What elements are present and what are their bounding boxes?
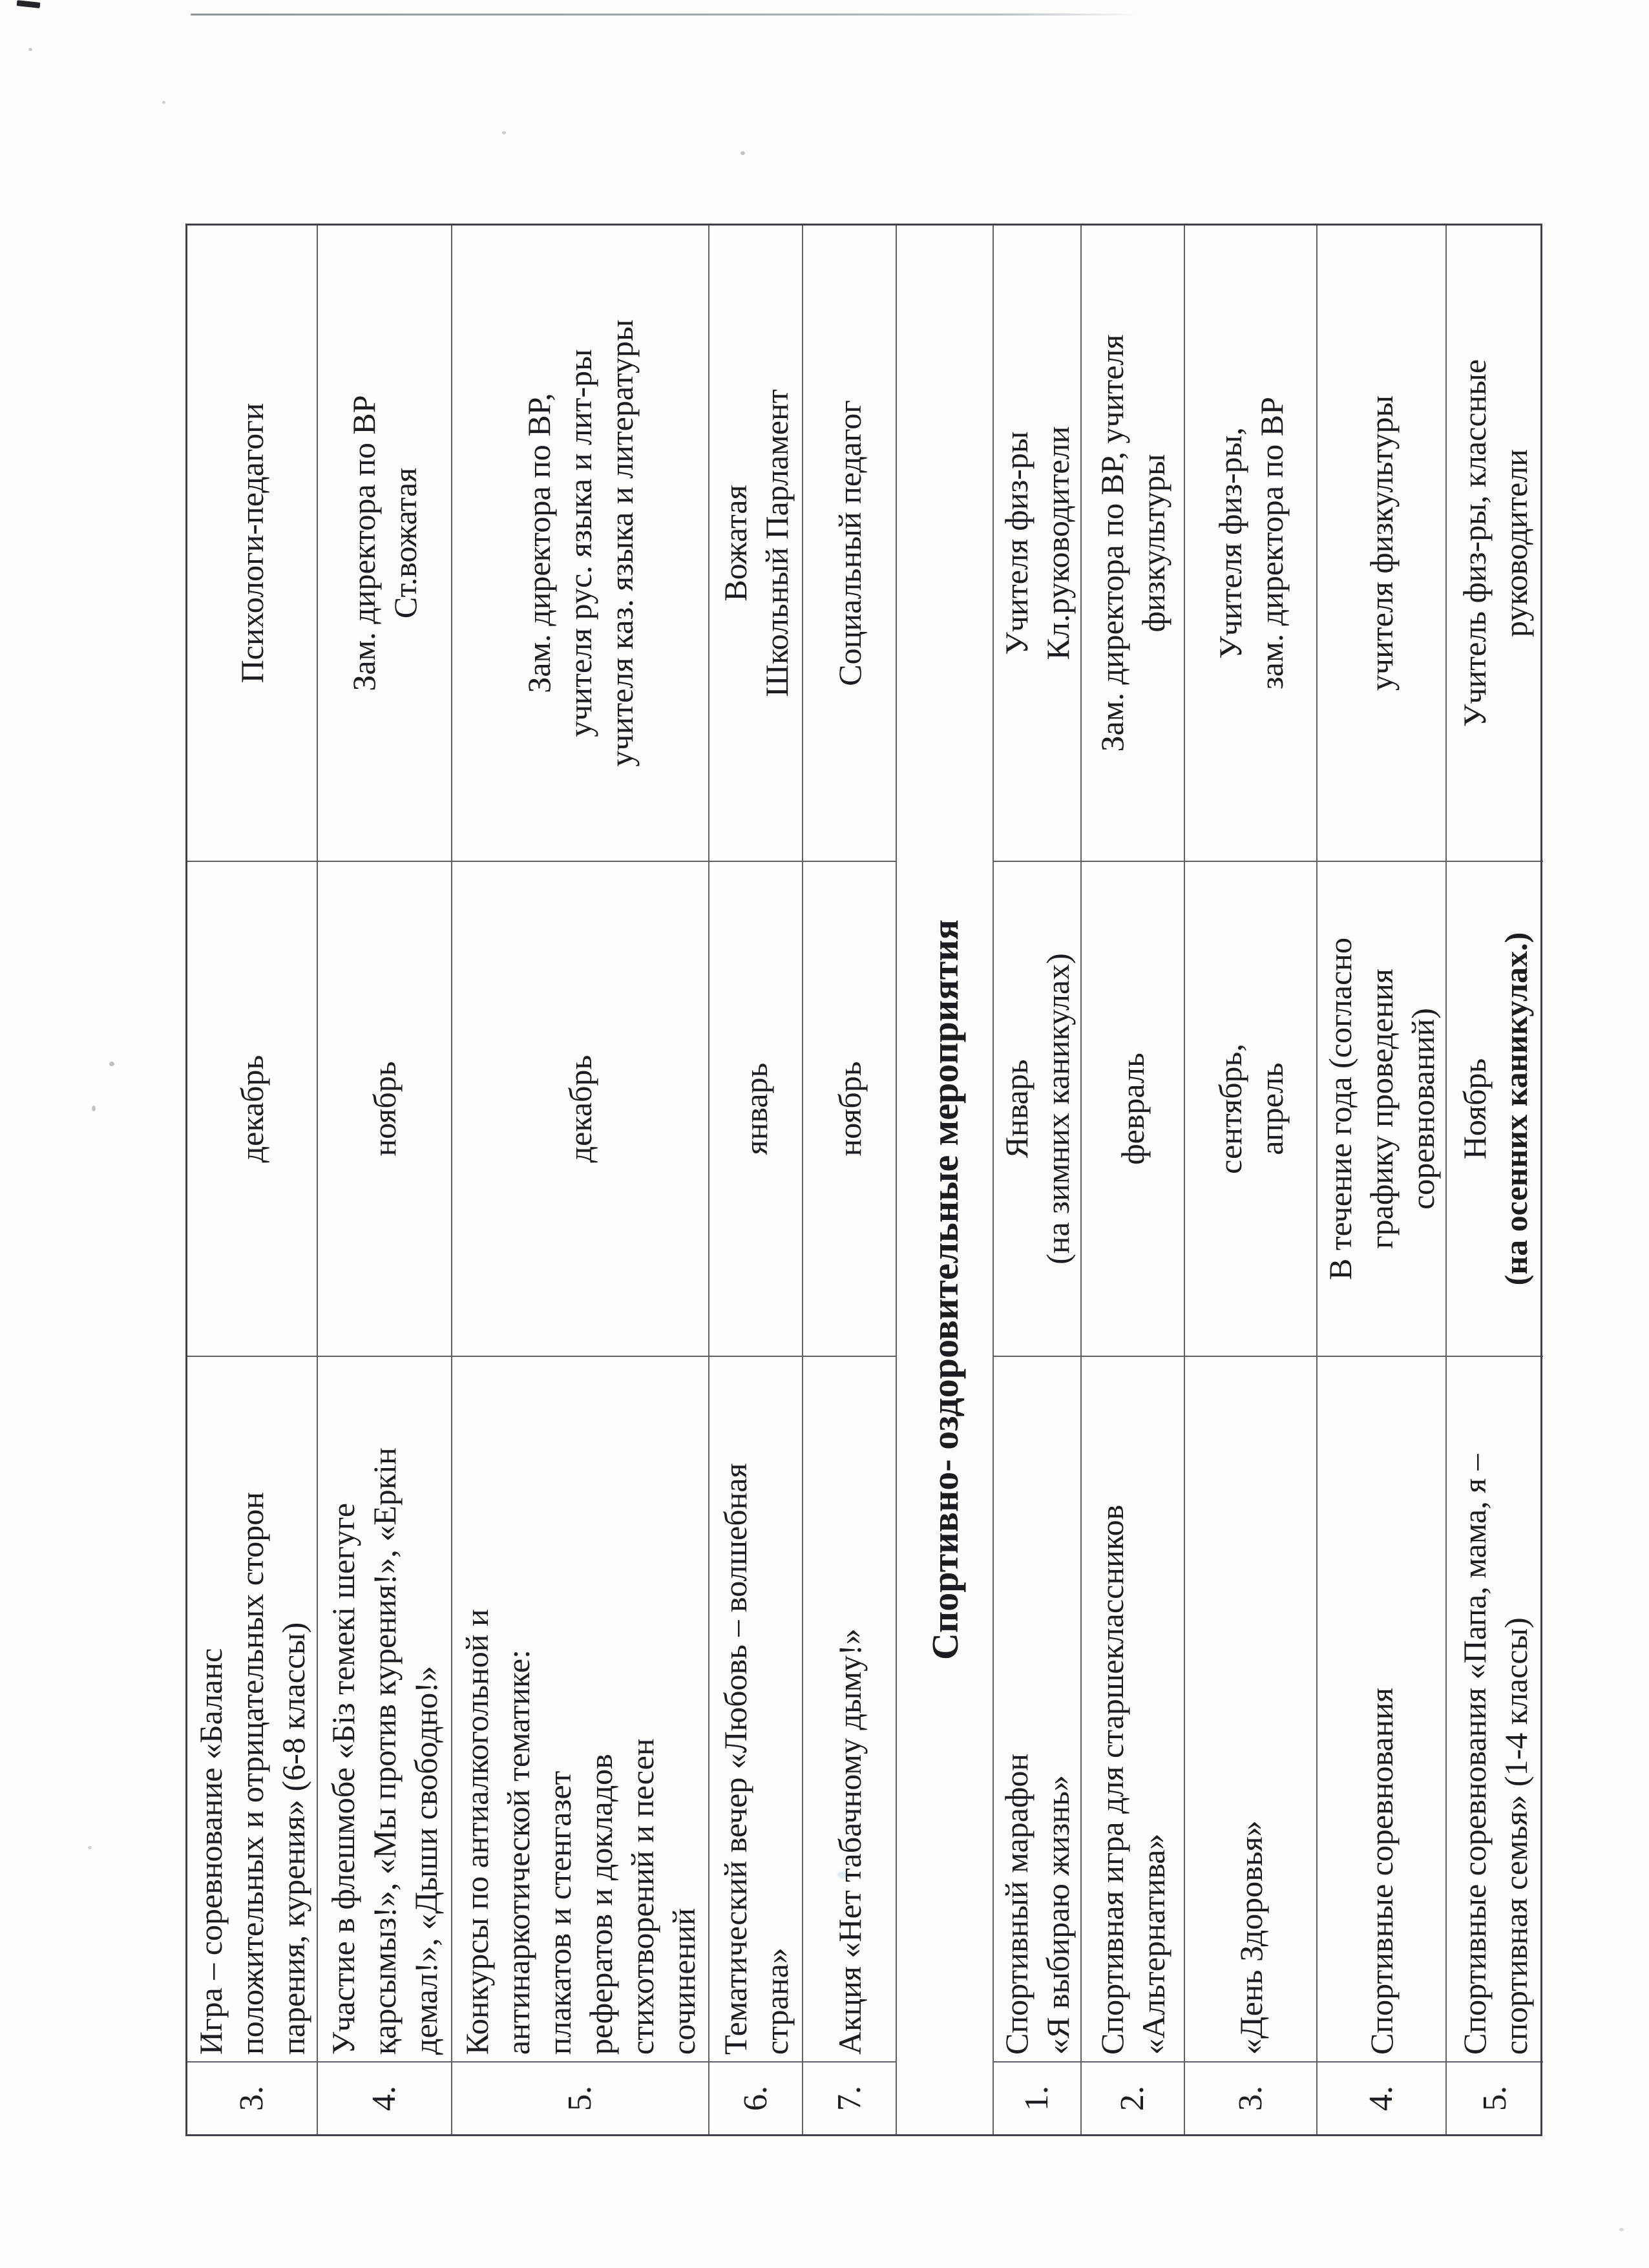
scan-corner-mark	[17, 0, 41, 8]
date-line: ноябрь	[366, 1061, 403, 1157]
event-line: Участие в флешмобе «Біз темекі шегуге	[325, 1503, 361, 2055]
event-line: Игра – соревнование «Баланс	[193, 1648, 229, 2055]
event-line: антинаркотической тематике:	[500, 1650, 536, 2055]
event-line: Спортивные соревнования	[1363, 1687, 1400, 2055]
responsible-cell	[1318, 226, 1445, 861]
responsible-line: Зам. директора по ВР, учителя	[1094, 334, 1130, 752]
date-line: соревнований)	[1405, 1008, 1441, 1210]
responsible-line: Школьный Парламент	[758, 389, 795, 697]
scan-speck	[1619, 2228, 1624, 2231]
row-number-cell	[187, 2061, 317, 2134]
date-line: декабрь	[562, 1055, 598, 1163]
responsible-line: учителя каз. языка и литературы	[604, 319, 640, 767]
date-cell	[452, 861, 708, 1356]
event-cell	[1318, 1356, 1445, 2061]
event-cell	[994, 1356, 1080, 2061]
responsible-line: учителя рус. языка и лит-ры	[562, 349, 598, 737]
row-number-cell	[1082, 2061, 1184, 2134]
date-cell	[709, 861, 802, 1356]
row-number-cell	[709, 2061, 802, 2134]
event-line: қарсымыз!», «Мы против курения!», «Еркін	[366, 1447, 403, 2055]
responsible-cell	[1082, 226, 1184, 861]
row-number: 1.	[1018, 2086, 1055, 2111]
table-row	[1082, 226, 1185, 2134]
row-number-cell	[318, 2061, 451, 2134]
table-row	[187, 226, 318, 2134]
date-line: февраль	[1115, 1053, 1151, 1165]
event-line: рефератов и докладов	[583, 1754, 619, 2055]
rotated-table-area	[185, 224, 1542, 2136]
row-number-cell	[1447, 2061, 1543, 2134]
date-line: графику проведения	[1363, 969, 1400, 1249]
date-cell	[187, 861, 317, 1356]
responsible-cell	[994, 226, 1080, 861]
responsible-cell	[318, 226, 451, 861]
responsible-line: зам. директора по ВР	[1253, 397, 1290, 689]
date-line: сентябрь,	[1212, 1044, 1248, 1174]
date-line: Январь	[998, 1059, 1035, 1159]
responsible-line: Ст.вожатая	[387, 467, 423, 619]
row-number-cell	[994, 2061, 1080, 2134]
row-number-cell	[1185, 2061, 1316, 2134]
event-line: Акция «Нет табачному дыму!»	[831, 1628, 868, 2055]
row-number-cell	[803, 2061, 896, 2134]
responsible-cell	[709, 226, 802, 861]
events-plan-table	[185, 224, 1542, 2136]
row-number-cell	[452, 2061, 708, 2134]
table-row	[1447, 226, 1543, 2134]
table-row	[709, 226, 803, 2134]
responsible-line: Учитель физ-ры, классные	[1456, 359, 1493, 728]
section-header-cell	[897, 226, 993, 2134]
date-cell	[803, 861, 896, 1356]
scan-speck	[88, 1846, 92, 1849]
row-number: 3.	[233, 2086, 270, 2111]
responsible-line: Социальный педагог	[831, 400, 868, 686]
scan-edge-line	[191, 14, 1140, 16]
scan-speck	[109, 1062, 114, 1066]
event-line: стихотворений и песен	[624, 1738, 660, 2055]
scan-speck	[92, 1106, 96, 1111]
event-cell	[452, 1356, 708, 2061]
event-cell	[1185, 1356, 1316, 2061]
date-line: (на зимних каникулах)	[1040, 953, 1076, 1265]
responsible-line: физкультуры	[1135, 454, 1171, 633]
event-line: Спортивные соревнования «Папа, мама, я –	[1456, 1454, 1493, 2055]
event-line: «День Здоровья»	[1232, 1820, 1269, 2055]
responsible-cell	[1447, 226, 1543, 861]
event-line: Конкурсы по антиалкогольной и	[459, 1609, 495, 2055]
event-cell	[1082, 1356, 1184, 2061]
scan-speck	[162, 101, 165, 104]
responsible-cell	[803, 226, 896, 861]
date-line: апрель	[1253, 1062, 1290, 1155]
responsible-line: Учителя физ-ры	[998, 431, 1035, 655]
table-row	[994, 226, 1082, 2134]
row-number: 3.	[1232, 2086, 1269, 2111]
event-cell	[1447, 1356, 1543, 2061]
event-line: «Альтернатива»	[1135, 1833, 1171, 2055]
scan-speck	[28, 48, 32, 51]
event-line: плакатов и стенгазет	[541, 1770, 578, 2055]
responsible-line: Психологи-педагоги	[234, 403, 270, 684]
responsible-cell	[187, 226, 317, 861]
event-line: положительных и отрицательных сторон	[234, 1491, 270, 2055]
section-title: Спортивно- оздоровительные мероприятия	[923, 919, 966, 1661]
event-line: Тематический вечер «Любовь – волшебная	[717, 1463, 753, 2055]
event-line: парения, курения» (6-8 классы)	[275, 1622, 311, 2055]
row-number: 7.	[830, 2086, 868, 2111]
table-row	[452, 226, 709, 2134]
table-row	[318, 226, 452, 2134]
responsible-line: руководители	[1497, 449, 1534, 637]
section-header-row	[897, 226, 994, 2134]
table-row	[1318, 226, 1447, 2134]
responsible-line: учителя физкультуры	[1363, 395, 1400, 691]
date-cell	[318, 861, 451, 1356]
date-line: В течение года (согласно	[1322, 937, 1358, 1281]
row-number-cell	[1318, 2061, 1445, 2134]
event-cell	[318, 1356, 451, 2061]
row-number: 2.	[1114, 2086, 1151, 2111]
event-cell	[803, 1356, 896, 2061]
table-row	[803, 226, 897, 2134]
date-line: январь	[737, 1062, 774, 1155]
date-line: декабрь	[234, 1055, 270, 1163]
row-number: 5.	[562, 2086, 598, 2111]
row-number: 4.	[366, 2086, 403, 2111]
date-cell	[1318, 861, 1445, 1356]
event-cell	[187, 1356, 317, 2061]
responsible-cell	[1185, 226, 1316, 861]
scan-speck	[740, 151, 745, 155]
table-row	[1185, 226, 1318, 2134]
event-line: «Я выбираю жизнь»	[1040, 1775, 1076, 2055]
event-line: демал!», «Дыши свободно!»	[408, 1666, 444, 2055]
scan-speck	[502, 131, 506, 134]
row-number: 5.	[1476, 2086, 1513, 2111]
event-line: сочинений	[666, 1907, 702, 2055]
event-line: Спортивный марафон	[998, 1753, 1035, 2055]
event-line: спортивная семья» (1-4 классы)	[1497, 1617, 1534, 2055]
date-line: Ноябрь	[1456, 1058, 1493, 1160]
responsible-cell	[452, 226, 708, 861]
row-number: 6.	[737, 2086, 774, 2111]
date-cell	[1185, 861, 1316, 1356]
event-line: Спортивная игра для старшеклассников	[1094, 1504, 1130, 2055]
responsible-line: Зам. директора по ВР	[346, 395, 382, 691]
responsible-line: Учителя физ-ры,	[1212, 427, 1248, 659]
date-cell	[1082, 861, 1184, 1356]
row-number: 4.	[1363, 2086, 1400, 2111]
date-line: (на осенних каникулах.)	[1497, 932, 1534, 1286]
responsible-line: Зам. директора по ВР,	[521, 393, 557, 693]
event-cell	[709, 1356, 802, 2061]
responsible-line: Кл.руководители	[1040, 426, 1076, 660]
date-cell	[1447, 861, 1543, 1356]
date-cell	[994, 861, 1080, 1356]
date-line: ноябрь	[831, 1061, 868, 1157]
responsible-line: Вожатая	[717, 485, 753, 602]
event-line: страна»	[758, 1948, 795, 2055]
